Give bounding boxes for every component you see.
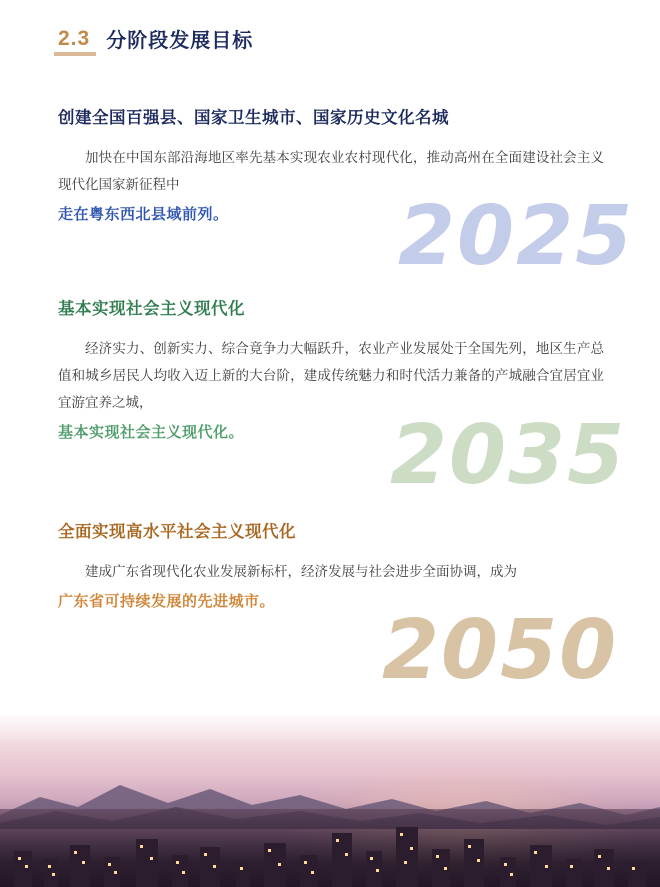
goal-block-2025: [58, 104, 604, 230]
section-number: 2.3: [58, 26, 91, 50]
goal-highlight-2025: 走在粤东西北县域前列。: [58, 206, 229, 223]
goal-body-2025: 加快在中国东部沿海地区率先基本实现农业农村现代化，推动高州在全面建设社会主义现代化国家新征程中: [58, 150, 604, 192]
city-skyline-photo: [0, 715, 660, 887]
goal-title-2050: 全面实现高水平社会主义现代化: [58, 523, 296, 541]
goal-block-2050: [58, 518, 604, 617]
page-title: 分阶段发展目标: [106, 30, 254, 52]
section-header: [58, 24, 253, 53]
goal-body-2050: 建成广东省现代化农业发展新标杆，经济发展与社会进步全面协调，成为: [85, 564, 517, 579]
year-watermark-2025: 2025: [398, 189, 635, 284]
goal-title-2025: 创建全国百强县、国家卫生城市、国家历史文化名城: [58, 109, 449, 127]
year-watermark-2050: 2050: [382, 603, 619, 698]
goal-title-2035: 基本实现社会主义现代化: [58, 300, 245, 318]
goal-highlight-2035: 基本实现社会主义现代化。: [58, 424, 245, 441]
year-watermark-2035: 2035: [390, 408, 627, 503]
photo-top-fade: [0, 715, 660, 887]
goal-highlight-2050: 广东省可持续发展的先进城市。: [58, 593, 276, 610]
goal-body-2035: 经济实力、创新实力、综合竟争力大幅跃升，农业产业发展处于全国先列，地区生产总值和城乡居民人均收入迈上新的大台阶，建成传统魅力和时代活力兼备的产城融合宜居宜业宜游宜养之城，: [58, 341, 604, 410]
goal-block-2035: [58, 295, 604, 448]
